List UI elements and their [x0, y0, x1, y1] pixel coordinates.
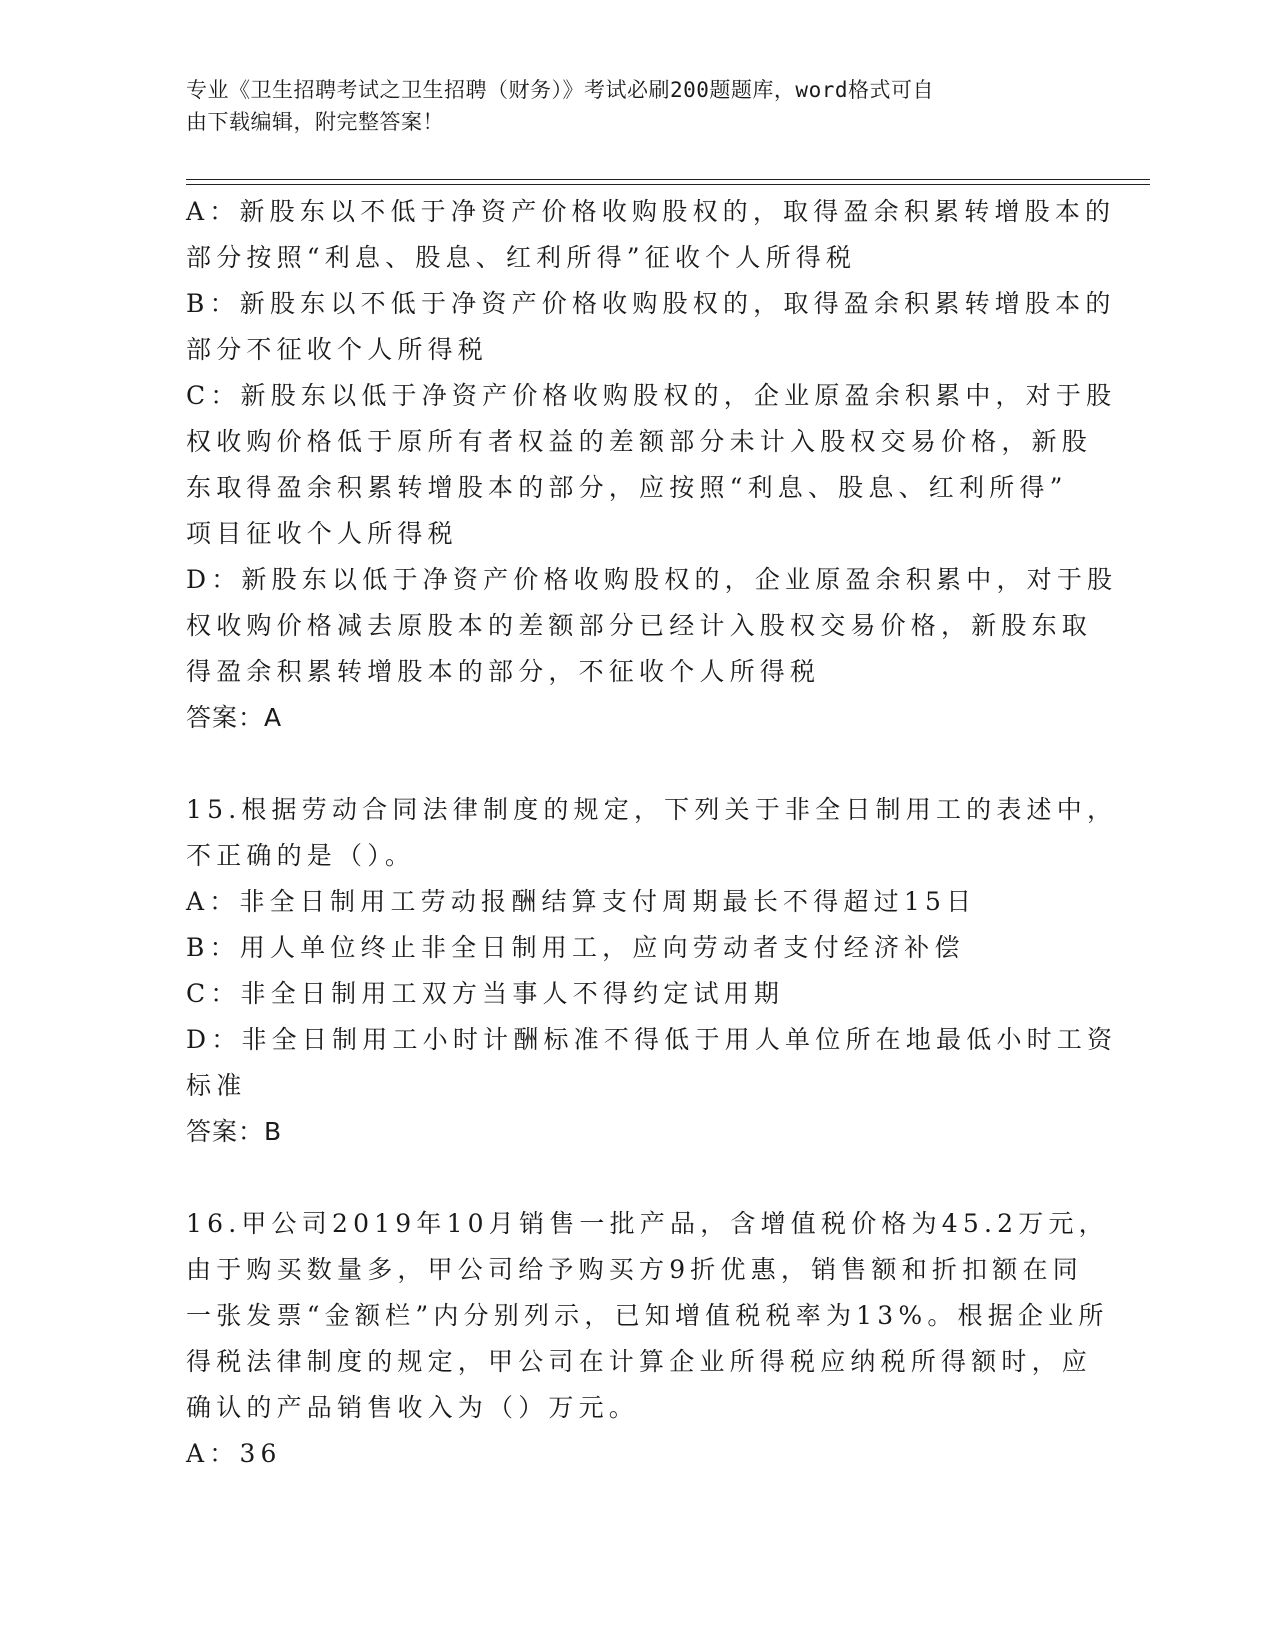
text-line: A：新股东以不低于净资产价格收购股权的，取得盈余积累转增股本的 — [186, 197, 1116, 226]
spacer — [186, 1155, 1086, 1201]
question-16 — [186, 1201, 1109, 1477]
answer-14: 答案：A — [186, 703, 283, 732]
question-14-options — [186, 189, 1118, 741]
text-line: 得盈余积累转增股本的部分，不征收个人所得税 — [186, 657, 821, 686]
option-a: A：非全日制用工劳动报酬结算支付周期最长不得超过15日 — [186, 887, 977, 916]
text-line: B：新股东以不低于净资产价格收购股权的，取得盈余积累转增股本的 — [186, 289, 1116, 318]
question-stem: 由于购买数量多，甲公司给予购买方9折优惠，销售额和折扣额在同 — [186, 1255, 1083, 1284]
text-line: 部分按照“利息、股息、红利所得”征收个人所得税 — [186, 243, 857, 272]
spacer — [186, 741, 1086, 787]
header-rule-top — [186, 179, 1150, 180]
question-stem: 15.根据劳动合同法律制度的规定，下列关于非全日制用工的表述中， — [186, 795, 1118, 824]
option-d: 标准 — [186, 1071, 247, 1100]
text-line: 东取得盈余积累转增股本的部分，应按照“利息、股息、红利所得” — [186, 473, 1068, 502]
text-line: C：新股东以低于净资产价格收购股权的，企业原盈余积累中，对于股 — [186, 381, 1117, 410]
option-d: D：非全日制用工小时计酬标准不得低于用人单位所在地最低小时工资 — [186, 1025, 1118, 1054]
header-line-1: 专业《卫生招聘考试之卫生招聘（财务）》考试必刷200题题库，word格式可自 — [186, 78, 934, 102]
question-stem: 一张发票“金额栏”内分别列示，已知增值税税率为13%。根据企业所 — [186, 1301, 1109, 1330]
text-line: 项目征收个人所得税 — [186, 519, 458, 548]
question-stem: 得税法律制度的规定，甲公司在计算企业所得税应纳税所得额时，应 — [186, 1347, 1093, 1376]
option-a: A：36 — [186, 1439, 282, 1468]
header-rule-bottom — [186, 184, 1150, 185]
question-stem: 不正确的是（）。 — [186, 841, 416, 870]
text-line: 权收购价格低于原所有者权益的差额部分未计入股权交易价格，新股 — [186, 427, 1093, 456]
option-c: C：非全日制用工双方当事人不得约定试用期 — [186, 979, 785, 1008]
text-line: 部分不征收个人所得税 — [186, 335, 489, 364]
document-header — [186, 74, 1066, 138]
option-b: B：用人单位终止非全日制用工，应向劳动者支付经济补偿 — [186, 933, 965, 962]
question-stem: 确认的产品销售收入为（）万元。 — [186, 1393, 640, 1422]
document-body — [186, 189, 1118, 1477]
text-line: 权收购价格减去原股本的差额部分已经计入股权交易价格，新股东取 — [186, 611, 1093, 640]
text-line: D：新股东以低于净资产价格收购股权的，企业原盈余积累中，对于股 — [186, 565, 1118, 594]
answer-15: 答案：B — [186, 1117, 283, 1146]
header-line-2: 由下载编辑，附完整答案！ — [186, 110, 444, 134]
question-15 — [186, 787, 1118, 1155]
question-stem: 16.甲公司2019年10月销售一批产品，含增值税价格为45.2万元， — [186, 1209, 1109, 1238]
